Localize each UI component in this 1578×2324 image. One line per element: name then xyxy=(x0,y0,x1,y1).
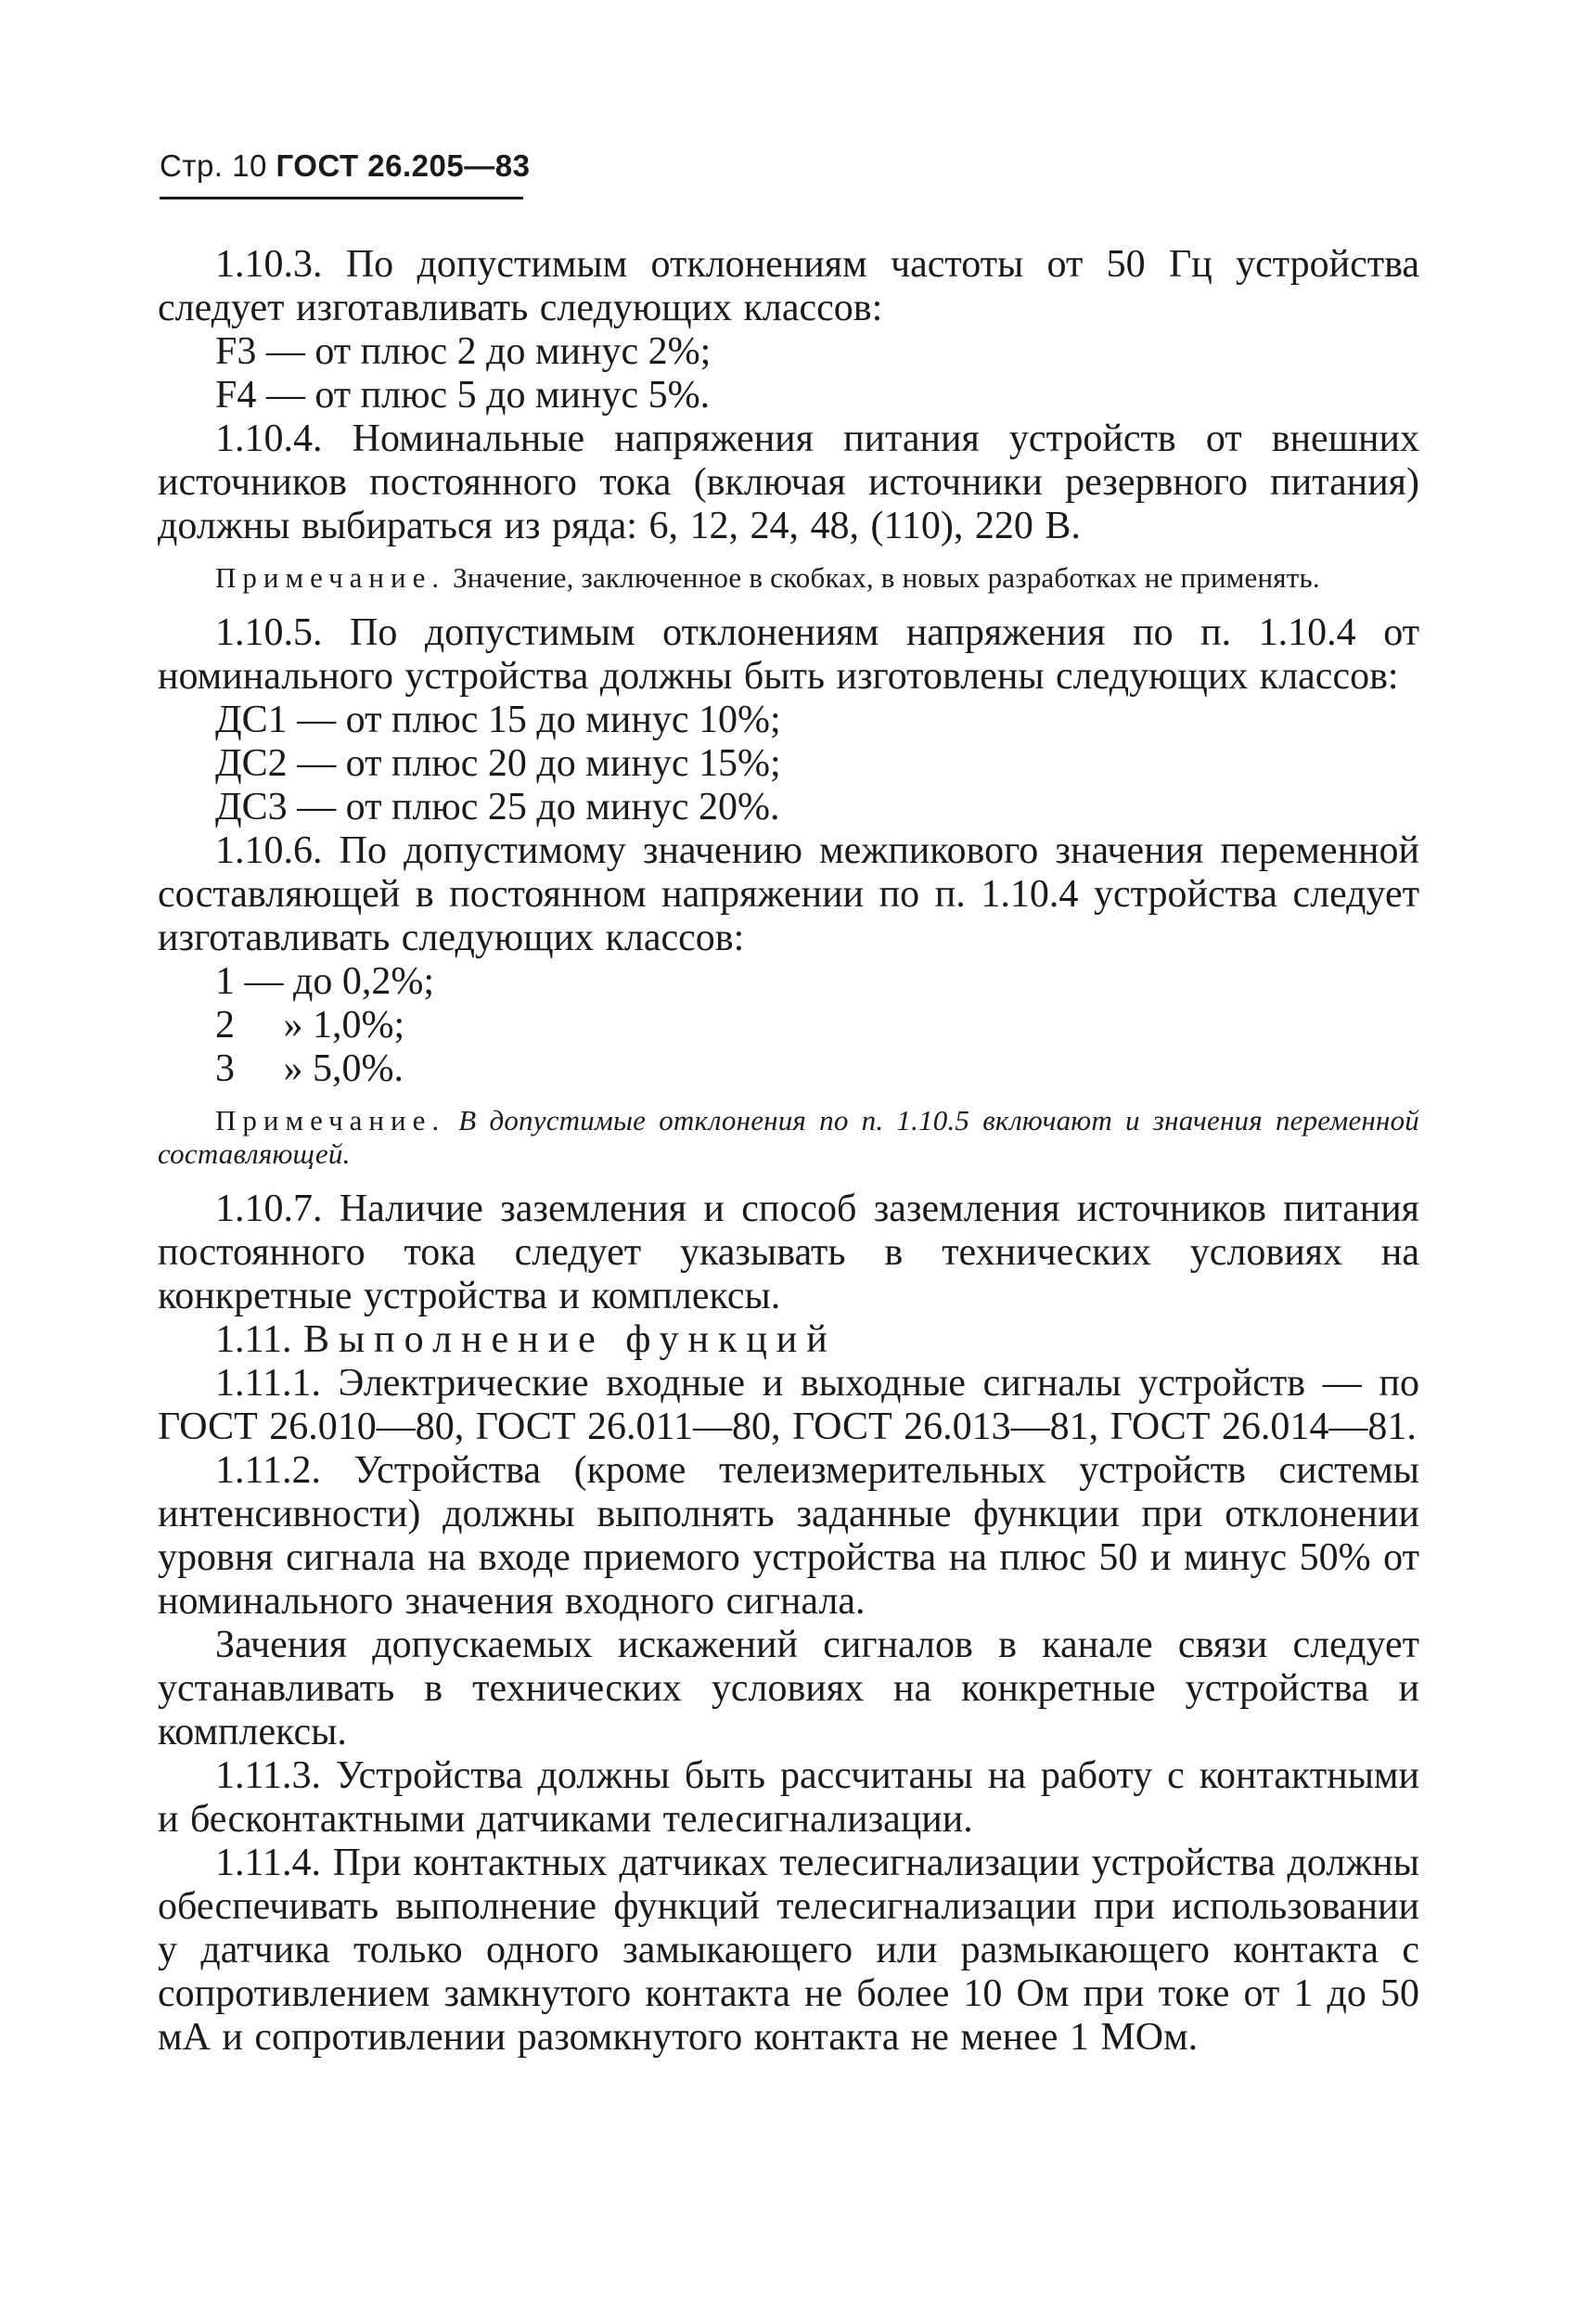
section-1-11-title: Выполнение функций xyxy=(302,1318,837,1361)
note-2-text: В допустимые отклонения по п. 1.10.5 включают и значения переменной составляющей. xyxy=(158,1104,1419,1170)
class-dc2: ДС2 — от плюс 20 до минус 15%; xyxy=(215,742,781,785)
header-rule xyxy=(160,197,523,199)
class-f3: F3 — от плюс 2 до минус 2%; xyxy=(215,330,712,373)
paragraph-1-10-7: 1.10.7. Наличие заземления и способ заземления источников питания постоянного тока следует указывать в технических условиях на конкретные устройства и комплексы. xyxy=(158,1188,1419,1317)
page-number: Стр. 10 xyxy=(160,148,267,183)
document-body xyxy=(158,243,1419,2060)
section-1-11-number: 1.11. xyxy=(215,1318,292,1361)
class-f4: F4 — от плюс 5 до минус 5%. xyxy=(215,374,711,417)
paragraph-1-11-3: 1.11.3. Устройства должны быть рассчитаны на работу с контактными и бесконтактными датчиками телесигнализации. xyxy=(158,1754,1419,1841)
class-3: 3 » 5,0%. xyxy=(215,1047,404,1090)
class-2: 2 » 1,0%; xyxy=(215,1004,405,1046)
class-1: 1 — до 0,2%; xyxy=(215,960,435,1003)
page-header xyxy=(160,148,530,184)
paragraph-1-11-2: 1.11.2. Устройства (кроме телеизмерительных устройств системы интенсивности) должны выполнять заданные функции при отклонении уровня сигнала на входе приемого устройства на плюс 50 и минус 50% от номинального значения входного сигнала. xyxy=(158,1449,1419,1623)
section-1-11-heading xyxy=(158,1318,1419,1362)
note-1-text: Значение, заключенное в скобках, в новых разработках не применять. xyxy=(445,561,1320,594)
paragraph-1-10-3: 1.10.3. По допустимым отклонениям частоты от 50 Гц устройства следует изготавливать следующих классов: xyxy=(158,243,1419,329)
note-2-label: Примечание. xyxy=(215,1104,446,1136)
class-dc1: ДС1 — от плюс 15 до минус 10%; xyxy=(215,699,781,741)
paragraph-1-11-4: 1.11.4. При контактных датчиках телесигнализации устройства должны обеспечивать выполнение функций телесигнализации при использовании у датчика только одного замыкающего или размыкающего контакта с сопротивлением замкнутого контакта не более 10 Ом при токе от 1 до 50 мА и сопротивлении разомкнутого контакта не менее 1 МОм. xyxy=(158,1842,1419,2059)
class-dc3: ДС3 — от плюс 25 до минус 20%. xyxy=(215,786,780,828)
paragraph-1-10-6: 1.10.6. По допустимому значению межпикового значения переменной составляющей в постоянном напряжении по п. 1.10.4 устройства следует изготавливать следующих классов: xyxy=(158,829,1419,959)
note-1-label: Примечание. xyxy=(215,561,446,594)
paragraph-1-10-5: 1.10.5. По допустимым отклонениям напряжения по п. 1.10.4 от номинального устройства должны быть изготовлены следующих классов: xyxy=(158,611,1419,698)
paragraph-1-11-2-continued: Зачения допускаемых искажений сигналов в канале связи следует устанавливать в технических условиях на конкретные устройства и комплексы. xyxy=(158,1624,1419,1753)
standard-id: ГОСТ 26.205—83 xyxy=(276,148,531,183)
note-1 xyxy=(158,561,1419,595)
paragraph-1-10-4: 1.10.4. Номинальные напряжения питания устройств от внешних источников постоянного тока (включая источники резервного питания) должны выбираться из ряда: 6, 12, 24, 48, (110), 220 В. xyxy=(158,417,1419,547)
paragraph-1-11-1: 1.11.1. Электрические входные и выходные сигналы устройств — по ГОСТ 26.010—80, ГОСТ 26.011—80, ГОСТ 26.013—81, ГОСТ 26.014—81. xyxy=(158,1362,1419,1448)
note-2 xyxy=(158,1104,1419,1171)
